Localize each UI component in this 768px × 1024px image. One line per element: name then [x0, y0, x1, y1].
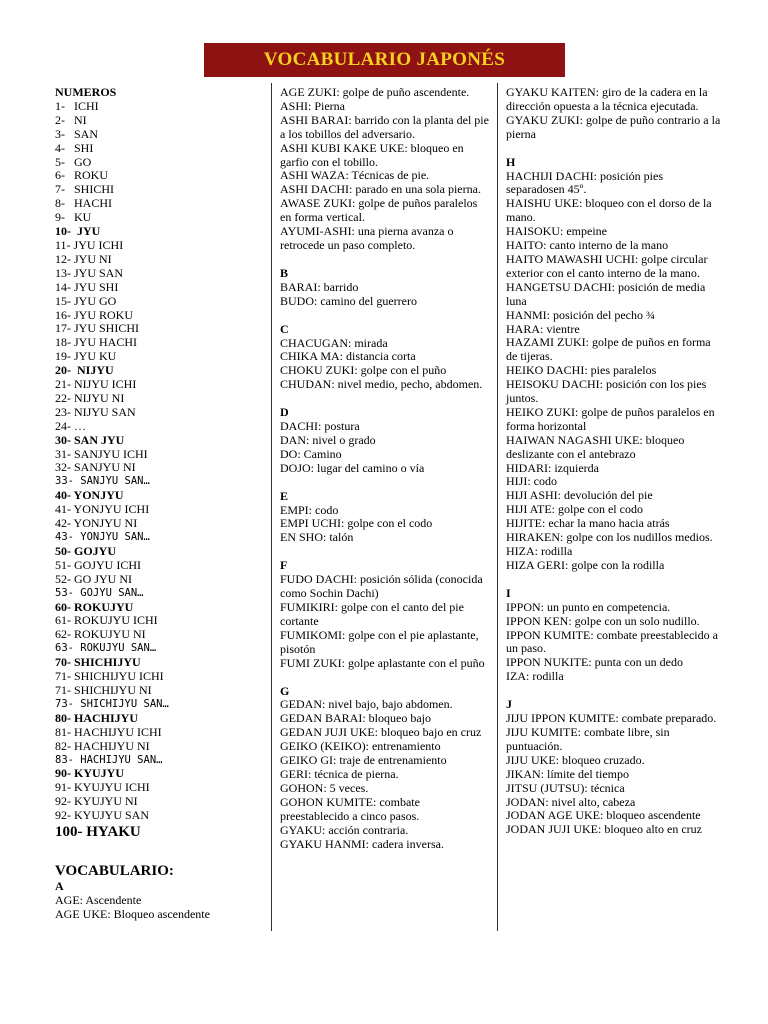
vocab-entry: CHIKA MA: distancia corta	[280, 349, 416, 364]
vocab-entry: IPPON KEN: golpe con un solo nudillo.	[506, 613, 700, 628]
number-item: 8- HACHI	[55, 196, 112, 211]
number-item: 3- SAN	[55, 126, 99, 141]
column-divider-1	[271, 83, 272, 931]
vocab-entry: BUDO: camino del guerrero	[280, 293, 417, 308]
number-item: 71- SHICHIJYU NI	[55, 682, 152, 697]
number-item: 63- ROKUJYU SAN…	[55, 642, 157, 655]
vocab-entry: JIKAN: límite del tiempo	[506, 766, 629, 781]
number-item: 23- NIJYU SAN	[55, 404, 136, 419]
vocab-entry: JIJU IPPON KUMITE: combate preparado.	[506, 711, 717, 726]
number-item: 91- KYUJYU ICHI	[55, 780, 150, 795]
vocab-entry: JIJU KUMITE: combate libre, sin puntuación.	[506, 724, 670, 753]
number-item: 41- YONJYU ICHI	[55, 502, 150, 517]
number-item: 70- SHICHIJYU	[55, 655, 141, 670]
vocab-entry: AWASE ZUKI: golpe de puños paralelos en forma vertical.	[280, 196, 478, 225]
vocab-entry: HAITO MAWASHI UCHI: golpe circular exterior con el canto interno de la mano.	[506, 251, 708, 280]
letter-heading: G	[280, 683, 290, 698]
number-item: 7- SHICHI	[55, 182, 114, 197]
number-item: 80- HACHIJYU	[55, 710, 138, 725]
number-item: 83- HACHIJYU SAN…	[55, 753, 163, 766]
vocab-entry: GOHON: 5 veces.	[280, 780, 369, 795]
vocab-entry: GYAKU KAITEN: giro de la cadera en la dirección opuesta a la técnica ejecutada.	[506, 85, 708, 113]
number-item: 31- SANJYU ICHI	[55, 446, 148, 461]
vocab-entry: DAN: nivel o grado	[280, 432, 376, 447]
number-item: 16- JYU ROKU	[55, 307, 133, 322]
number-item: 82- HACHIJYU NI	[55, 738, 150, 753]
number-item: 73- SHICHIJYU SAN…	[55, 697, 169, 710]
vocab-entry: GEDAN JUJI UKE: bloqueo bajo en cruz	[280, 725, 482, 740]
vocab-entry: DO: Camino	[280, 446, 342, 461]
vocab-entry: HIJI ASHI: devolución del pie	[506, 488, 653, 503]
number-item: 92- KYUJYU SAN	[55, 808, 150, 823]
number-item: 9- KU	[55, 210, 92, 225]
vocab-entry: GERI: técnica de pierna.	[280, 766, 399, 781]
number-item: 1- ICHI	[55, 98, 99, 113]
vocab-entry: JIJU UKE: bloqueo cruzado.	[506, 752, 645, 767]
vocab-entry: ASHI WAZA: Técnicas de pie.	[280, 168, 430, 183]
vocab-entry: HIZA GERI: golpe con la rodilla	[506, 557, 665, 572]
vocab-entry: HAIWAN NAGASHI UKE: bloqueo deslizante con el antebrazo	[506, 432, 685, 461]
column-divider-2	[497, 83, 498, 931]
number-item: 5- GO	[55, 154, 92, 169]
number-item: 19- JYU KU	[55, 349, 117, 364]
vocab-entry: HEIKO DACHI: pies paralelos	[506, 363, 657, 378]
column-numbers	[55, 86, 260, 922]
number-item: 90- KYUJYU	[55, 766, 124, 781]
vocab-entry: FUMI ZUKI: golpe aplastante con el puño	[280, 655, 485, 670]
number-item: 17- JYU SHICHI	[55, 321, 139, 336]
vocab-entry: AGE ZUKI: golpe de puño ascendente.	[280, 85, 470, 99]
number-item: 11- JYU ICHI	[55, 237, 124, 252]
number-item: 62- ROKUJYU NI	[55, 627, 146, 642]
vocab-entry: JODAN JUJI UKE: bloqueo alto en cruz	[506, 822, 702, 837]
vocab-entry: FUMIKIRI: golpe con el canto del pie cortante	[280, 600, 464, 628]
number-item: 40- YONJYU	[55, 488, 124, 503]
number-item: 60- ROKUJYU	[55, 599, 134, 614]
number-item: 92- KYUJYU NI	[55, 794, 138, 809]
vocab-entry: AGE UKE: Bloqueo ascendente	[55, 906, 210, 921]
vocab-entry: JODAN: nivel alto, cabeza	[506, 794, 636, 809]
vocab-entry: HAISHU UKE: bloqueo con el dorso de la mano.	[506, 196, 712, 225]
vocab-entry: ASHI BARAI: barrido con la planta del pie a los tobillos del adversario.	[280, 112, 489, 141]
vocab-entry: CHACUGAN: mirada	[280, 335, 388, 350]
vocab-entry: HEISOKU DACHI: posición con los pies juntos.	[506, 377, 707, 406]
vocab-entry: GYAKU ZUKI: golpe de puño contrario a la pierna	[506, 112, 721, 141]
vocab-entry: JITSU (JUTSU): técnica	[506, 780, 625, 795]
numbers-heading: NUMEROS	[55, 85, 117, 99]
vocab-entry: EN SHO: talón	[280, 530, 354, 545]
vocab-entry: GYAKU HANMI: cadera inversa.	[280, 836, 444, 851]
vocab-entry: HIJI: codo	[506, 474, 557, 489]
letter-heading: H	[506, 154, 516, 169]
letter-heading: B	[280, 265, 289, 280]
vocab-entry: IPPON NUKITE: punta con un dedo	[506, 655, 683, 670]
letter-heading: J	[506, 697, 512, 712]
number-item: 10- JYU	[55, 224, 101, 239]
letter-heading: F	[280, 558, 288, 573]
number-item: 12- JYU NI	[55, 251, 112, 266]
page-title: VOCABULARIO JAPONÉS	[263, 49, 506, 70]
number-item: 13- JYU SAN	[55, 265, 124, 280]
vocab-entry: GEDAN BARAI: bloqueo bajo	[280, 711, 431, 726]
vocab-entry: HANGETSU DACHI: posición de media luna	[506, 279, 706, 308]
vocab-entry: IPPON: un punto en competencia.	[506, 599, 671, 614]
number-item: 50- GOJYU	[55, 543, 116, 558]
vocab-entry: AYUMI-ASHI: una pierna avanza o retrocede un paso completo.	[280, 224, 454, 252]
column-vocab-3	[506, 86, 721, 837]
vocab-entry: ASHI KUBI KAKE UKE: bloqueo en garfio con el tobillo.	[280, 140, 464, 169]
vocab-entry: GYAKU: acción contraria.	[280, 822, 409, 837]
vocab-entry: DOJO: lugar del camino o vía	[280, 460, 425, 475]
vocab-entry: ASHI DACHI: parado en una sola pierna.	[280, 182, 481, 197]
vocab-entry: BARAI: barrido	[280, 279, 359, 294]
number-item: 42- YONJYU NI	[55, 516, 138, 531]
vocab-entry: GEIKO GI: traje de entrenamiento	[280, 753, 447, 768]
vocab-entry: HIZA: rodilla	[506, 544, 573, 558]
number-item: 71- SHICHIJYU ICHI	[55, 669, 164, 684]
letter-heading: D	[280, 405, 289, 420]
number-item: 24- …	[55, 418, 86, 433]
number-item: 30- SAN JYU	[55, 432, 125, 447]
column-vocab-2	[280, 86, 490, 851]
vocab-entry: CHUDAN: nivel medio, pecho, abdomen.	[280, 377, 483, 392]
letter-heading: I	[506, 585, 511, 600]
number-item: 21- NIJYU ICHI	[55, 377, 137, 392]
vocab-entry: EMPI UCHI: golpe con el codo	[280, 516, 433, 531]
letter-a-heading: A	[55, 879, 64, 894]
number-item: 2- NI	[55, 112, 87, 127]
number-item: 52- GO JYU NI	[55, 571, 132, 586]
title-banner	[204, 43, 565, 77]
number-item: 4- SHI	[55, 140, 94, 155]
letter-heading: C	[280, 321, 289, 336]
vocab-entry: HIRAKEN: golpe con los nudillos medios.	[506, 530, 713, 545]
number-item: 18- JYU HACHI	[55, 335, 137, 350]
vocab-entry: HAZAMI ZUKI: golpe de puños en forma de tijeras.	[506, 335, 711, 364]
number-item: 14- JYU SHI	[55, 279, 119, 294]
number-item: 33- SANJYU SAN…	[55, 475, 150, 488]
number-item: 22- NIJYU NI	[55, 390, 125, 405]
vocab-entry: CHOKU ZUKI: golpe con el puño	[280, 363, 447, 378]
vocab-entry: HAISOKU: empeine	[506, 224, 607, 239]
vocab-entry: IPPON KUMITE: combate preestablecido a un paso.	[506, 627, 718, 656]
vocab-entry: ASHI: Pierna	[280, 98, 345, 113]
vocab-entry: AGE: Ascendente	[55, 892, 142, 907]
vocab-entry: FUMIKOMI: golpe con el pie aplastante, pisotón	[280, 627, 479, 656]
vocab-entry: HANMI: posición del pecho ¾	[506, 307, 655, 322]
number-item: 61- ROKUJYU ICHI	[55, 613, 158, 628]
vocab-entry: GEDAN: nivel bajo, bajo abdomen.	[280, 697, 453, 712]
number-item: 20- NIJYU	[55, 363, 114, 378]
vocab-entry: HIJI ATE: golpe con el codo	[506, 502, 643, 517]
vocab-entry: HEIKO ZUKI: golpe de puños paralelos en forma horizontal	[506, 404, 715, 433]
vocab-entry: GEIKO (KEIKO): entrenamiento	[280, 739, 441, 754]
vocab-entry: FUDO DACHI: posición sólida (conocida como Sochin Dachi)	[280, 572, 483, 601]
number-item: 6- ROKU	[55, 168, 108, 183]
number-item: 32- SANJYU NI	[55, 460, 136, 475]
vocab-entry: HIDARI: izquierda	[506, 460, 599, 475]
vocab-entry: GOHON KUMITE: combate preestablecido a cinco pasos.	[280, 794, 420, 823]
vocab-entry: DACHI: postura	[280, 419, 360, 434]
vocab-entry: EMPI: codo	[280, 502, 339, 517]
number-item: 81- HACHIJYU ICHI	[55, 724, 162, 739]
number-item: 43- YONJYU SAN…	[55, 531, 150, 543]
vocab-entry: HARA: vientre	[506, 321, 580, 336]
number-hundred: 100- HYAKU	[55, 824, 141, 841]
vocab-entry: IZA: rodilla	[506, 669, 564, 684]
vocab-entry: HACHIJI DACHI: posición pies separadosen 45º.	[506, 168, 663, 197]
number-item: 15- JYU GO	[55, 293, 117, 308]
vocab-entry: JODAN AGE UKE: bloqueo ascendente	[506, 808, 701, 823]
letter-heading: E	[280, 488, 289, 503]
vocab-entry: HAITO: canto interno de la mano	[506, 238, 669, 253]
number-item: 53- GOJYU SAN…	[55, 586, 144, 599]
vocabulary-heading: VOCABULARIO:	[55, 863, 174, 880]
number-item: 51- GOJYU ICHI	[55, 557, 141, 572]
numbers-list	[55, 100, 260, 823]
vocab-entry: HIJITE: echar la mano hacia atrás	[506, 516, 670, 531]
